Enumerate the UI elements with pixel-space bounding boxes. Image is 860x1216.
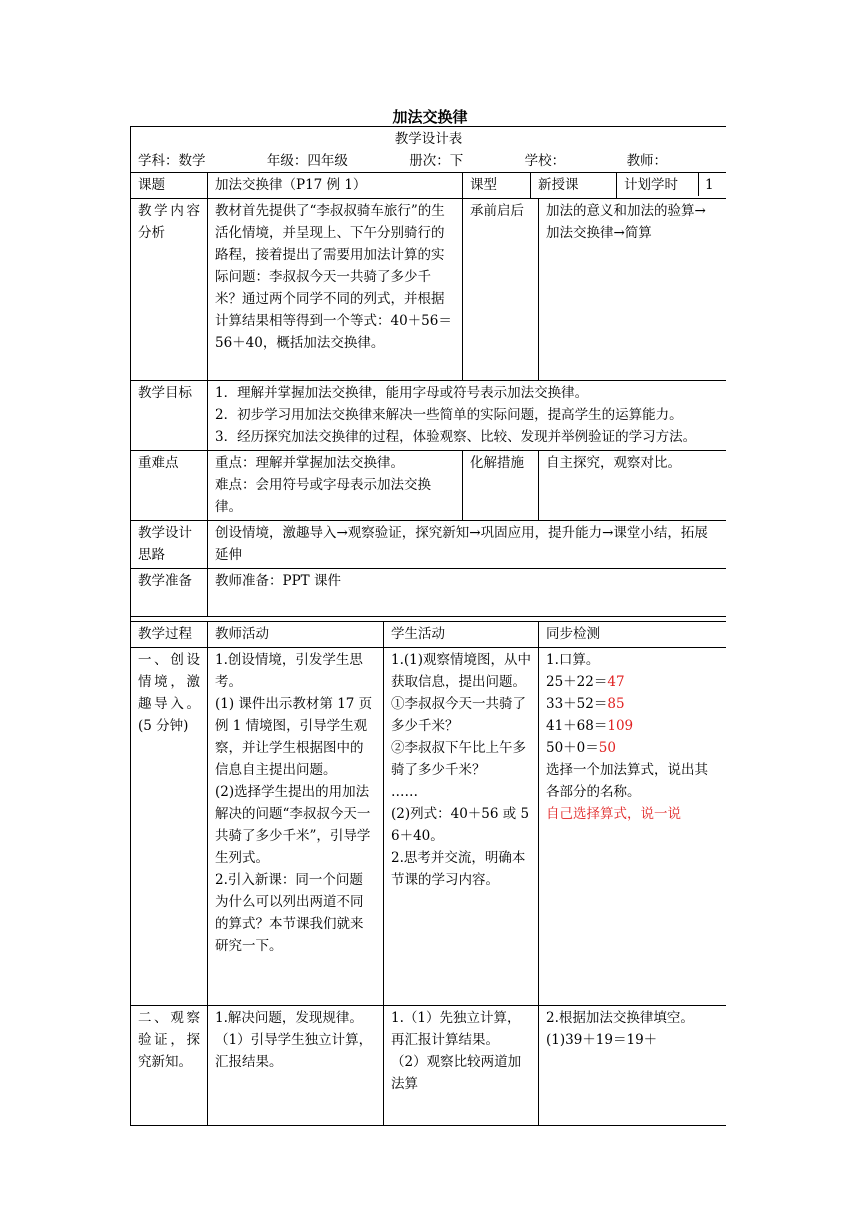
planned-hours-value: 1 xyxy=(705,177,714,193)
topic-value: 加法交换律（P17 例 1） xyxy=(208,173,463,199)
topic-row xyxy=(131,173,727,199)
goal-item: 1．理解并掌握加法交换律，能用字母或符号表示加法交换律。 xyxy=(215,385,589,401)
lesson-type-label: 课型 xyxy=(463,173,531,199)
stage1-row xyxy=(131,648,727,1006)
stage2-row xyxy=(131,1006,727,1126)
teacher-activity: (2)选择学生提出的用加法解决的问题“李叔叔今天一共骑了多少千米”，引导学生列式。 xyxy=(215,784,371,866)
student-activity: 1.(1)观察情境图，从中获取信息，提出问题。 xyxy=(391,652,532,690)
process-col-teacher: 教师活动 xyxy=(208,622,384,648)
table-heading-row xyxy=(131,127,727,173)
key-points-label: 重难点 xyxy=(131,451,208,521)
goals-label: 教学目标 xyxy=(131,381,208,451)
student-activity: (2)列式：40＋56 或 56＋40。 xyxy=(391,806,530,844)
process-header-row xyxy=(131,622,727,648)
oral-calc-answer: 50 xyxy=(598,740,616,756)
process-col-student: 学生活动 xyxy=(384,622,539,648)
student-activity: 1.（1）先独立计算，再汇报计算结果。 xyxy=(391,1010,521,1048)
student-activity: 2.思考并交流，明确本节课的学习内容。 xyxy=(391,850,526,888)
subject-field: 学科：数学 xyxy=(138,153,206,169)
key-points-row xyxy=(131,451,727,521)
goal-item: 2．初步学习用加法交换律来解决一些简单的实际问题，提高学生的运算能力。 xyxy=(215,407,683,423)
check-task: 选择一个加法算式，说出其各部分的名称。 xyxy=(546,762,708,800)
teacher-activity: （1）引导学生独立计算，汇报结果。 xyxy=(215,1032,373,1070)
volume-field: 册次：下 xyxy=(409,153,464,169)
oral-calc-item: 33＋52＝85 xyxy=(546,696,625,712)
topic-label: 课题 xyxy=(131,173,208,199)
check-intro: 1.口算。 xyxy=(546,652,600,668)
check-item: (1)39＋19＝19＋ xyxy=(546,1032,658,1048)
process-col-stage: 教学过程 xyxy=(131,622,208,648)
planned-hours-label: 计划学时 xyxy=(617,173,699,196)
oral-calc-answer: 47 xyxy=(607,674,625,690)
design-row xyxy=(131,521,727,569)
goal-item: 3．经历探究加法交换律的过程，体验观察、比较、发现并举例验证的学习方法。 xyxy=(215,429,697,445)
analysis-label: 教学内容分析 xyxy=(131,199,208,381)
difficult-point: 难点：会用符号或字母表示加法交换律。 xyxy=(215,477,431,515)
check-answer: 自己选择算式，说一说 xyxy=(546,806,681,822)
table-heading: 教学设计表 xyxy=(394,131,463,147)
analysis-content: 教材首先提供了“李叔叔骑车旅行”的生活化情境，并呈现上、下午分别骑行的路程，接着提出了需要用加法计算的实际问题：李叔叔今天一共骑了多少千米？通过两个同学不同的列式，并根据计算结果相等得到一个等式：40＋56＝56＋40，概括加法交换律。 xyxy=(208,199,463,381)
design-label: 教学设计思路 xyxy=(131,521,208,569)
student-activity: ①李叔叔今天一共骑了多少千米？ xyxy=(391,696,526,734)
school-field: 学校： xyxy=(524,153,566,169)
teacher-activity: 2.引入新课：同一个问题为什么可以列出两道不同的算式？本节课我们就来研究一下。 xyxy=(215,872,364,954)
student-activity: ②李叔叔下午比上午多骑了多少千米？ xyxy=(391,740,526,778)
document-title: 加法交换律 xyxy=(392,108,468,126)
measures-label: 化解措施 xyxy=(463,451,539,521)
info-line xyxy=(138,150,719,172)
teacher-activity: 1.创设情境，引发学生思考。 xyxy=(215,652,363,690)
check-item: 2.根据加法交换律填空。 xyxy=(546,1010,694,1026)
prep-content: 教师准备：PPT 课件 xyxy=(208,569,727,617)
oral-calc-item: 25＋22＝47 xyxy=(546,674,625,690)
stage1-label: 一、创设情境，激趣导入。(5 分钟) xyxy=(131,648,208,1006)
student-activity: …… xyxy=(391,784,418,800)
oral-calc-item: 41＋68＝109 xyxy=(546,718,634,734)
oral-calc-item: 50＋0＝50 xyxy=(546,740,616,756)
continuity-label: 承前启后 xyxy=(463,199,539,381)
oral-calc-answer: 109 xyxy=(607,718,634,734)
lesson-type-value: 新授课 xyxy=(531,173,617,199)
teacher-activity: (1) 课件出示教材第 17 页例 1 情境图，引导学生观察，并让学生根据图中的信息自主提出问题。 xyxy=(215,696,373,778)
goals-row xyxy=(131,381,727,451)
process-col-check: 同步检测 xyxy=(539,622,727,648)
stage2-label: 二、观察验证，探究新知。 xyxy=(131,1006,208,1126)
grade-field: 年级：四年级 xyxy=(266,153,348,169)
design-content: 创设情境，激趣导入→观察验证，探究新知→巩固应用，提升能力→课堂小结，拓展延伸 xyxy=(208,521,727,569)
teacher-activity: 1.解决问题，发现规律。 xyxy=(215,1010,363,1026)
analysis-row xyxy=(131,199,727,381)
prep-label: 教学准备 xyxy=(131,569,208,617)
teacher-field: 教师： xyxy=(626,153,668,169)
measures-value: 自主探究，观察对比。 xyxy=(539,451,727,521)
lesson-plan-table-frame xyxy=(130,126,726,1216)
prep-row xyxy=(131,569,727,617)
continuity-value: 加法的意义和加法的验算→加法交换律→简算 xyxy=(539,199,727,381)
oral-calc-answer: 85 xyxy=(607,696,625,712)
lesson-plan-table xyxy=(130,126,726,1126)
student-activity: （2）观察比较两道加法算 xyxy=(391,1054,522,1092)
key-point: 重点：理解并掌握加法交换律。 xyxy=(215,455,404,471)
